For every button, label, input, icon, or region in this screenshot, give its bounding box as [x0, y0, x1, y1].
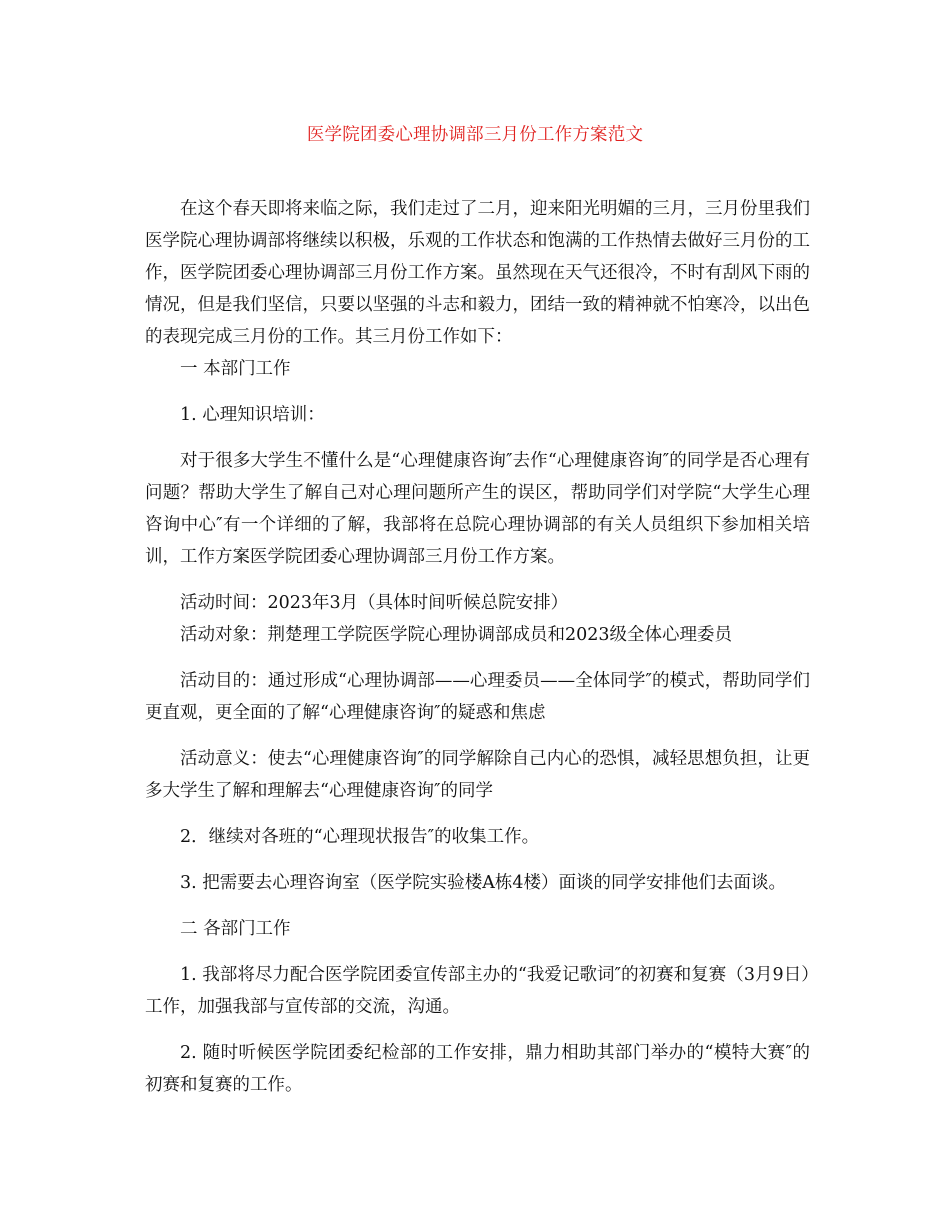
section-heading-other-departments: 二 各部门工作 [180, 919, 291, 939]
activity-time: 活动时间：2023年3月（具体时间听候总院安排） [180, 593, 569, 613]
item-training-heading: 1. 心理知识培训： [180, 405, 325, 425]
item-counseling-arrangement: 3. 把需要去心理咨询室（医学院实验楼A栋4楼）面谈的同学安排他们去面谈。 [180, 873, 787, 893]
paragraph-intro: 在这个春天即将来临之际，我们走过了二月，迎来阳光明媚的三月，三月份里我们医学院心理协调部将继续以积极，乐观的工作状态和饱满的工作热情去做好三月份的工作，医学院团委心理协调部三月份工作方案。虽然现在天气还很冷，不时有刮风下雨的情况，但是我们坚信，只要以坚强的斗志和毅力，团结一致的精神就不怕寒冷，以出色的表现完成三月份的工作。其三月份工作如下： [145, 199, 810, 347]
item-lyrics-contest: 1. 我部将尽力配合医学院团委宣传部主办的“我爱记歌词″的初赛和复赛（3月9日）工作，加强我部与宣传部的交流，沟通。 [145, 965, 810, 1017]
item-model-contest: 2. 随时听候医学院团委纪检部的工作安排，鼎力相助其部门举办的“模特大赛″的初赛和复赛的工作。 [145, 1043, 810, 1095]
activity-significance: 活动意义：使去“心理健康咨询″的同学解除自己内心的恐惧，减轻思想负担，让更多大学生了解和理解去“心理健康咨询″的同学 [145, 749, 810, 801]
document-title: 医学院团委心理协调部三月份工作方案范文 [306, 125, 644, 145]
paragraph-training-description: 对于很多大学生不懂什么是“心理健康咨询″去作“心理健康咨询″的同学是否心理有问题？帮助大学生了解自己对心理问题所产生的误区，帮助同学们对学院“大学生心理咨询中心″有一个详细的了解，我部将在总院心理协调部的有关人员组织下参加相关培训，工作方案医学院团委心理协调部三月份工作方案。 [145, 451, 810, 567]
activity-purpose: 活动目的：通过形成“心理协调部——心理委员——全体同学″的模式，帮助同学们更直观，更全面的了解“心理健康咨询″的疑惑和焦虑 [145, 671, 810, 723]
document-body [145, 193, 810, 1101]
item-report-collection: 2．继续对各班的“心理现状报告″的收集工作。 [180, 827, 540, 847]
activity-audience: 活动对象：荆楚理工学院医学院心理协调部成员和2023级全体心理委员 [180, 625, 733, 645]
section-heading-own-department: 一 本部门工作 [180, 359, 291, 379]
